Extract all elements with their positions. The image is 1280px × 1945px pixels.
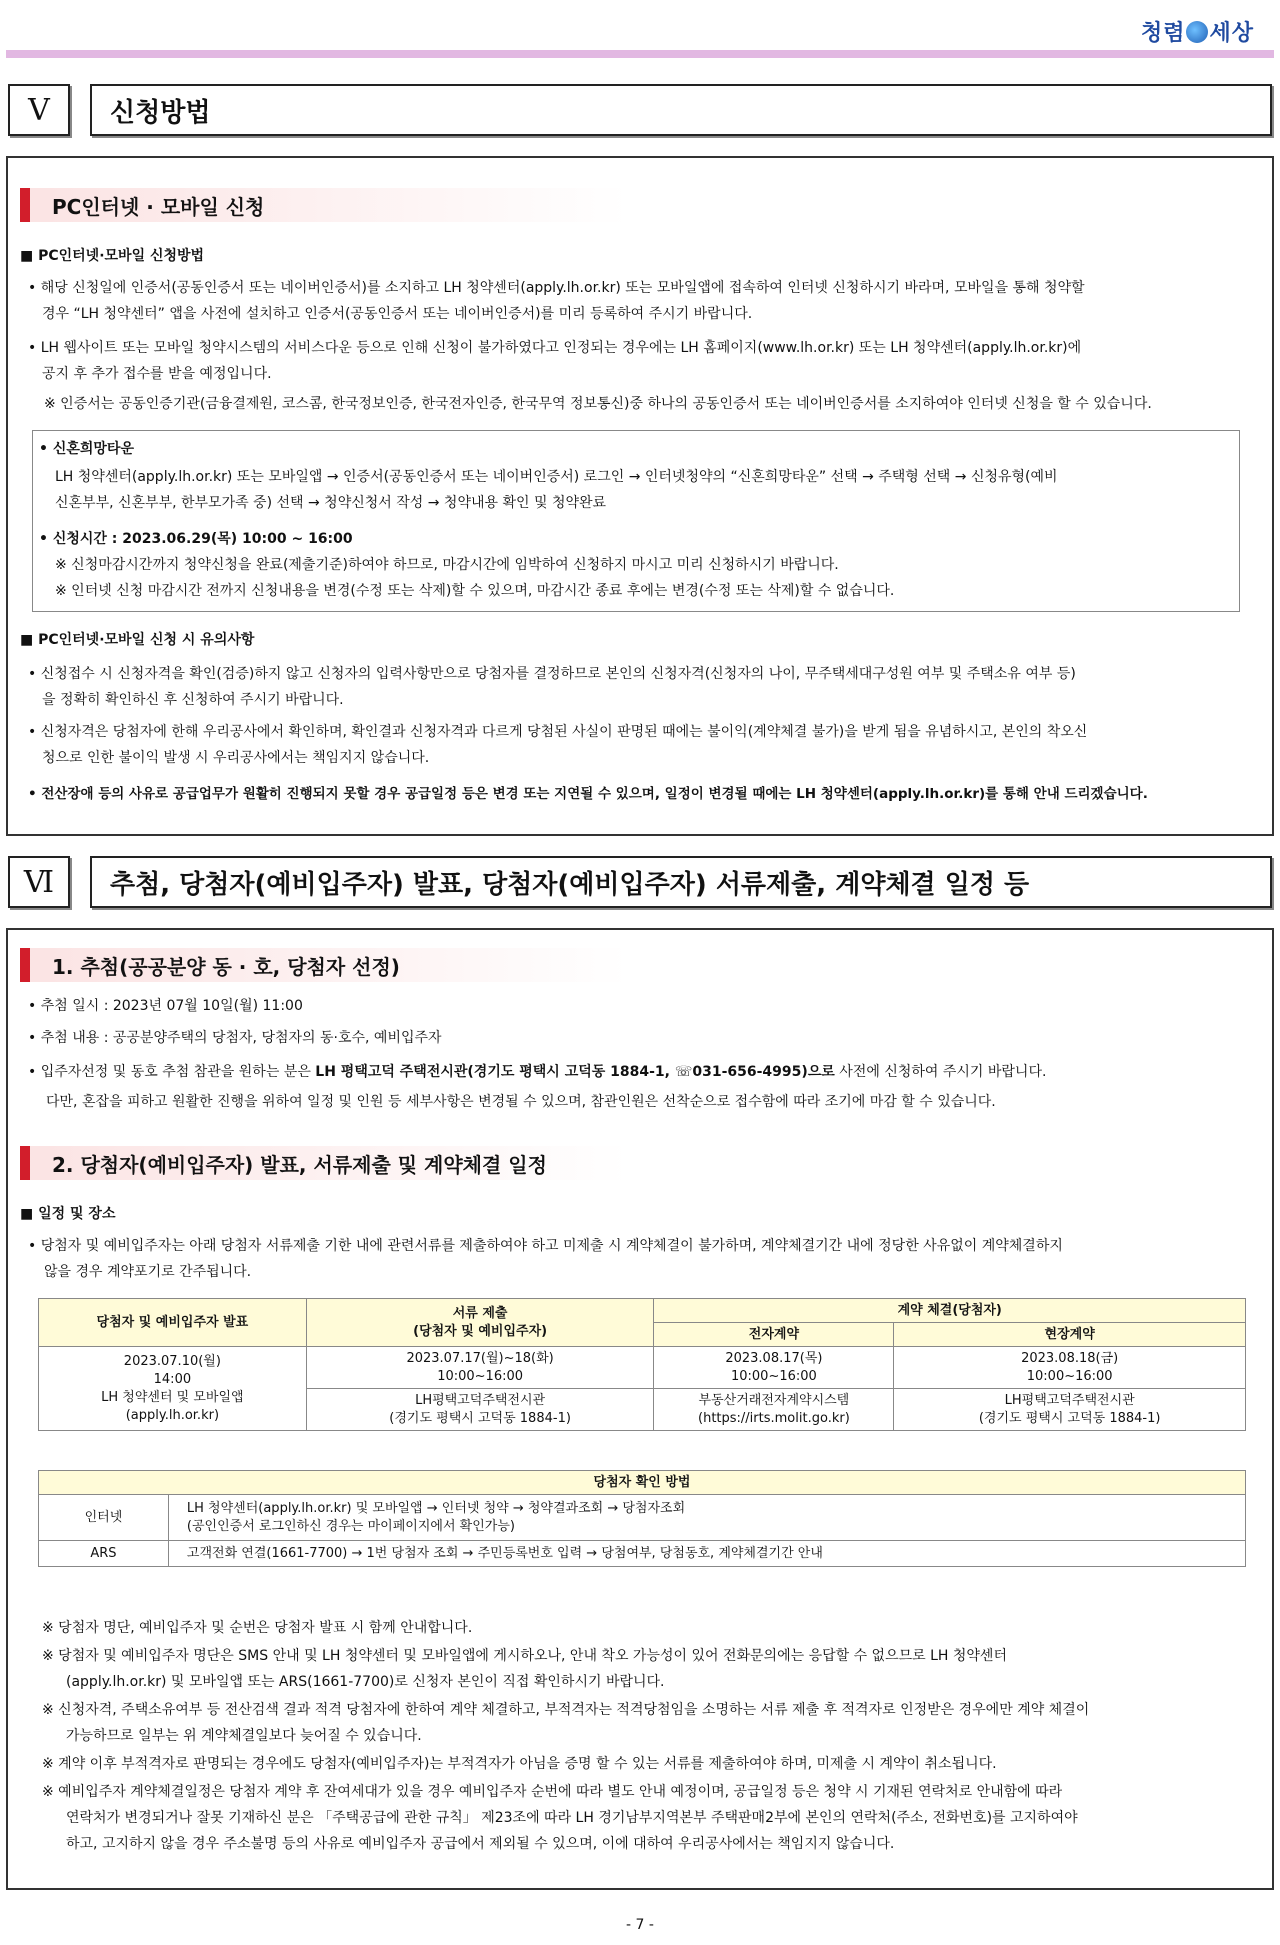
note: ※ 계약 이후 부적격자로 판명되는 경우에도 당첨자(예비입주자)는 부적격자가 아님을 증명 할 수 있는 서류를 제출하여야 하며, 미제출 시 계약이 취소됩니다. xyxy=(42,1756,997,1772)
paragraph: • 신청접수 시 신청자격을 확인(검증)하지 않고 신청자의 입력사항만으로 당첨자를 결정하므로 본인의 신청자격(신청자의 나이, 무주택세대구성원 여부 및 주택소유 여부 등) xyxy=(28,666,1076,682)
note: ※ 당첨자 명단, 예비입주자 및 순번은 당첨자 발표 시 함께 안내합니다. xyxy=(42,1620,473,1636)
paragraph: • LH 웹사이트 또는 모바일 청약시스템의 서비스다운 등으로 인해 신청이 불가하였다고 인정되는 경우에는 LH 홈페이지(www.lh.or.kr) 또는 LH 청약센터(apply.lh.or.kr)에 xyxy=(28,340,1082,356)
paragraph: 공지 후 추가 접수를 받을 예정입니다. xyxy=(42,366,272,382)
table-cell: LH평택고덕주택전시관 (경기도 평택시 고덕동 1884-1) xyxy=(894,1389,1246,1431)
section-frame-schedule xyxy=(6,928,1274,1890)
box-heading: • 신청시간 : 2023.06.29(목) 10:00 ~ 16:00 xyxy=(39,531,353,547)
paragraph: 않을 경우 계약포기로 간주됩니다. xyxy=(44,1264,252,1280)
section-frame-apply xyxy=(6,156,1274,836)
paragraph: • 당첨자 및 예비입주자는 아래 당첨자 서류제출 기한 내에 관련서류를 제출하여야 하고 미제출 시 계약체결이 불가하며, 계약체결기간 내에 정당한 사유없이 계약체결하지 xyxy=(28,1238,1063,1254)
logo: 청렴 세상 xyxy=(1140,21,1254,46)
paragraph: • 추첨 내용 : 공공분양주택의 당첨자, 당첨자의 동·호수, 예비입주자 xyxy=(28,1030,442,1046)
page-number: - 7 - xyxy=(626,1917,654,1933)
note: 연락처가 변경되거나 잘못 기재하신 분은 「주택공급에 관한 규칙」 제23조에 따라 LH 경기남부지역본부 주택판매2부에 본인의 연락처(주소, 전화번호)를 고지하여야 xyxy=(66,1810,1078,1826)
table-cell: 고객전화 연결(1661-7700) → 1번 당첨자 조회 → 주민등록번호 입력 → 당첨여부, 당첨동호, 계약체결기간 안내 xyxy=(168,1541,1245,1567)
chapter-number: Ⅴ xyxy=(8,84,70,136)
note: 하고, 고지하지 않을 경우 주소불명 등의 사유로 예비입주자 공급에서 제외될 수 있으며, 이에 대하여 우리공사에서는 책임지지 않습니다. xyxy=(66,1836,895,1852)
note: ※ 당첨자 및 예비입주자 명단은 SMS 안내 및 LH 청약센터 및 모바일앱에 게시하오나, 안내 착오 가능성이 있어 전화문의에는 응답할 수 없으므로 LH 청약센터 xyxy=(42,1648,1007,1664)
box-heading: • 신혼희망타운 xyxy=(39,441,134,457)
note: ※ 예비입주자 계약체결일정은 당첨자 계약 후 잔여세대가 있을 경우 예비입주자 순번에 따라 별도 안내 예정이며, 공급일정 등은 청약 시 기재된 연락처로 안내함에 따라 xyxy=(42,1784,1063,1800)
section-bar: 2. 당첨자(예비입주자) 발표, 서류제출 및 계약체결 일정 xyxy=(20,1146,780,1180)
note: 가능하므로 일부는 위 계약체결일보다 늦어질 수 있습니다. xyxy=(66,1728,422,1744)
paragraph: 청으로 인한 불이익 발생 시 우리공사에서는 책임지지 않습니다. xyxy=(42,750,430,766)
table-cell: 부동산거래전자계약시스템 (https://irts.molit.go.kr) xyxy=(654,1389,894,1431)
globe-icon xyxy=(1186,21,1208,43)
box-line: LH 청약센터(apply.lh.or.kr) 또는 모바일앱 → 인증서(공동인증서 또는 네이버인증서) 로그인 → 인터넷청약의 “신혼희망타운” 선택 → 주택형 선택 → 신청유형(예비 xyxy=(55,469,1058,485)
table-cell: LH평택고덕주택전시관 (경기도 평택시 고덕동 1884-1) xyxy=(306,1389,654,1431)
box-line: 신혼부부, 신혼부부, 한부모가족 중) 선택 → 청약신청서 작성 → 청약내용 확인 및 청약완료 xyxy=(55,495,607,511)
paragraph: 을 정확히 확인하신 후 신청하여 주시기 바랍니다. xyxy=(42,692,344,708)
chapter-title: 신청방법 xyxy=(90,84,1272,136)
note: ※ 인증서는 공동인증기관(금융결제원, 코스콤, 한국정보인증, 한국전자인증, 한국무역 정보통신)중 하나의 공동인증서 또는 네이버인증서를 소지하여야 인터넷 신청을 할 수 있습니다. xyxy=(44,396,1152,412)
table-cell: 2023.07.10(월) 14:00 LH 청약센터 및 모바일앱 (apply.lh.or.kr) xyxy=(39,1347,307,1431)
table-header: 서류 제출 (당첨자 및 예비입주자) xyxy=(306,1299,654,1347)
subheading: ■ PC인터넷·모바일 신청 시 유의사항 xyxy=(20,632,255,648)
chapter-6-header xyxy=(8,856,1272,908)
note: (apply.lh.or.kr) 및 모바일앱 또는 ARS(1661-7700)로 신청자 본인이 직접 확인하시기 바랍니다. xyxy=(66,1674,665,1690)
paragraph: 경우 “LH 청약센터” 앱을 사전에 설치하고 인증서(공동인증서 또는 네이버인증서)를 미리 등록하여 주시기 바랍니다. xyxy=(42,306,753,322)
paragraph: • 해당 신청일에 인증서(공동인증서 또는 네이버인증서)를 소지하고 LH 청약센터(apply.lh.or.kr) 또는 모바일앱에 접속하여 인터넷 신청하시기 바라며, 모바일을 통해 청약할 xyxy=(28,280,1085,296)
table-row-label: 인터넷 xyxy=(39,1495,169,1541)
table-cell: 2023.07.17(월)~18(화) 10:00~16:00 xyxy=(306,1347,654,1389)
table-cell: LH 청약센터(apply.lh.or.kr) 및 모바일앱 → 인터넷 청약 → 청약결과조회 → 당첨자조회 (공인인증서 로그인하신 경우는 마이페이지에서 확인가능) xyxy=(168,1495,1245,1541)
chapter-5-header xyxy=(8,84,1272,136)
table-cell: 2023.08.18(금) 10:00~16:00 xyxy=(894,1347,1246,1389)
table-header: 당첨자 확인 방법 xyxy=(39,1471,1246,1495)
section-bar: 1. 추첨(공공분양 동 · 호, 당첨자 선정) xyxy=(20,948,780,982)
box-note: ※ 인터넷 신청 마감시간 전까지 신청내용을 변경(수정 또는 삭제)할 수 있으며, 마감시간 종료 후에는 변경(수정 또는 삭제)할 수 없습니다. xyxy=(55,583,895,599)
schedule-table xyxy=(38,1298,1246,1431)
table-header: 현장계약 xyxy=(894,1323,1246,1347)
subheading: ■ PC인터넷·모바일 신청방법 xyxy=(20,248,205,264)
paragraph: • 추첨 일시 : 2023년 07월 10일(월) 11:00 xyxy=(28,998,303,1014)
table-cell: 2023.08.17(목) 10:00~16:00 xyxy=(654,1347,894,1389)
paragraph: • 입주자선정 및 동호 추첨 참관을 원하는 분은 LH 평택고덕 주택전시관(경기도 평택시 고덕동 1884-1, ☏031-656-4995)으로 사전에 신청하여 주시기 바랍니다. xyxy=(28,1064,1047,1080)
table-header: 계약 체결(당첨자) xyxy=(654,1299,1246,1323)
winner-check-table xyxy=(38,1470,1246,1567)
chapter-number: Ⅵ xyxy=(8,856,70,908)
table-row-label: ARS xyxy=(39,1541,169,1567)
table-header: 전자계약 xyxy=(654,1323,894,1347)
subheading: ■ 일정 및 장소 xyxy=(20,1206,116,1222)
header-divider xyxy=(6,50,1274,58)
section-bar: PC인터넷 · 모바일 신청 xyxy=(20,188,780,222)
note: ※ 신청자격, 주택소유여부 등 전산검색 결과 적격 당첨자에 한하여 계약 체결하고, 부적격자는 적격당첨임을 소명하는 서류 제출 후 적격자로 인정받은 경우에만 계약 체결이 xyxy=(42,1702,1090,1718)
box-note: ※ 신청마감시간까지 청약신청을 완료(제출기준)하여야 하므로, 마감시간에 임박하여 신청하지 마시고 미리 신청하시기 바랍니다. xyxy=(55,557,839,573)
paragraph-bold: • 전산장애 등의 사유로 공급업무가 원활히 진행되지 못할 경우 공급일정 등은 변경 또는 지연될 수 있으며, 일정이 변경될 때에는 LH 청약센터(apply.lh.or.kr)를 통해 안내 드리겠습니다. xyxy=(28,786,1148,802)
info-box xyxy=(32,430,1240,612)
table-header: 당첨자 및 예비입주자 발표 xyxy=(39,1299,307,1347)
chapter-title: 추첨, 당첨자(예비입주자) 발표, 당첨자(예비입주자) 서류제출, 계약체결 일정 등 xyxy=(90,856,1272,908)
paragraph: 다만, 혼잡을 피하고 원활한 진행을 위하여 일정 및 인원 등 세부사항은 변경될 수 있으며, 참관인원은 선착순으로 접수함에 따라 조기에 마감 할 수 있습니다. xyxy=(46,1094,996,1110)
paragraph: • 신청자격은 당첨자에 한해 우리공사에서 확인하며, 확인결과 신청자격과 다르게 당첨된 사실이 판명된 때에는 불이익(계약체결 불가)을 받게 됨을 유념하시고, 본인의 착오신 xyxy=(28,724,1088,740)
